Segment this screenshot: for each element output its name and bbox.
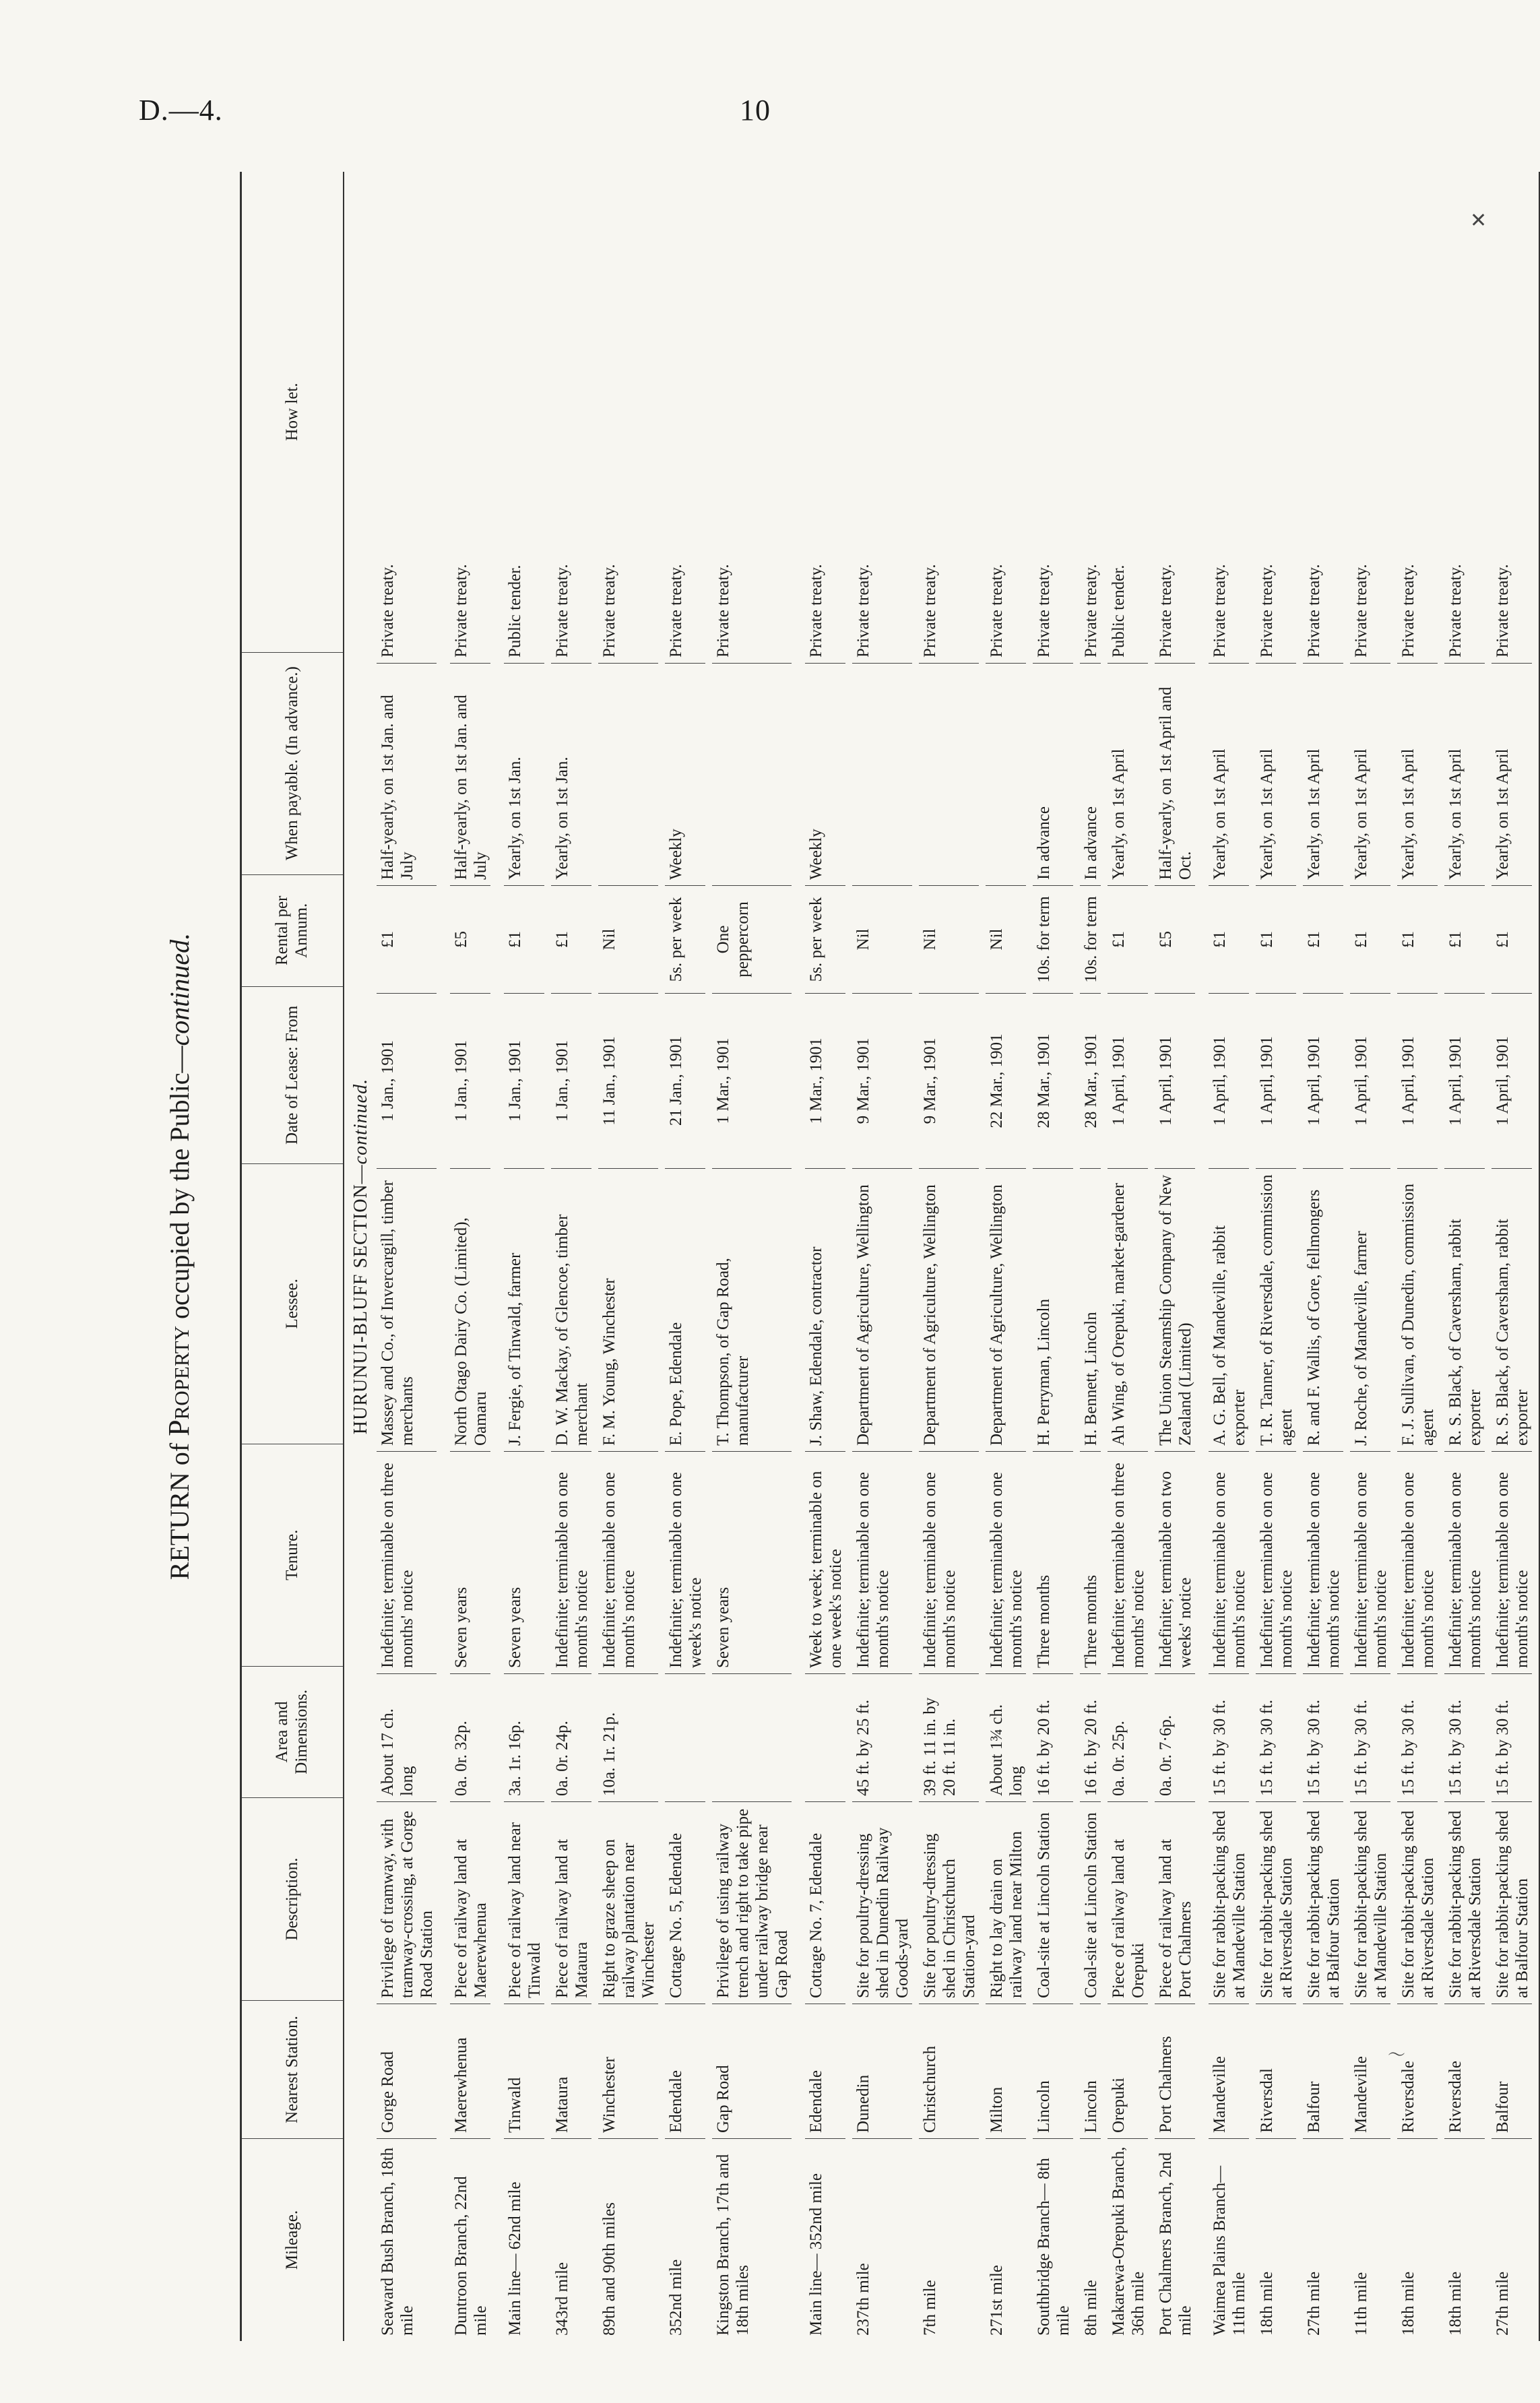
mileage-cell: Waimea Plains Branch— 11th mile <box>1211 2165 1248 2336</box>
area-cell: 15 ft. by 30 ft. <box>1491 1674 1532 1802</box>
mileage-cell: 7th mile <box>921 2280 939 2336</box>
how-let-cell: Private treaty. <box>919 172 979 664</box>
description-cell: Site for rabbit-packing shed at Riversdale Station <box>1256 1802 1296 2004</box>
rental-cell: £1 <box>1256 886 1296 994</box>
area-cell: 15 ft. by 30 ft. <box>1256 1674 1296 1802</box>
table-row <box>805 172 845 2341</box>
tenure-cell: Indefinite; terminable on one month's notice <box>919 1452 979 1674</box>
row-spacer <box>591 172 598 2341</box>
date-cell: 1 April, 1901 <box>1155 994 1195 1169</box>
rental-cell: £5 <box>1155 886 1195 994</box>
mileage-cell: 18th mile <box>1399 2271 1417 2336</box>
rental-cell: £1 <box>1108 886 1148 994</box>
section-name: HURUNUI-BLUFF SECTION— <box>350 1164 371 1435</box>
tenure-cell: Indefinite; terminable on one month's notice <box>1303 1452 1343 1674</box>
how-let-cell: Private treaty. <box>1444 172 1485 664</box>
payable-cell: Yearly, on 1st April <box>1444 664 1485 886</box>
tenure-cell: Three months <box>1080 1452 1101 1674</box>
page-number: 10 <box>740 94 771 127</box>
description-cell: Cottage No. 5, Edendale <box>665 1802 705 2004</box>
mileage-cell: 271st mile <box>988 2265 1006 2336</box>
col-header-how-let: How let. <box>242 172 343 653</box>
tenure-cell: Indefinite; terminable on one month's notice <box>551 1452 591 1674</box>
table-row <box>504 172 544 2341</box>
mileage-cell: 237th mile <box>854 2263 872 2336</box>
station-cell: Gorge Road <box>377 2004 437 2139</box>
row-spacer <box>1390 172 1397 2341</box>
rental-cell: 10s. for term <box>1033 886 1073 994</box>
description-cell: Piece of railway land at Orepuki <box>1108 1802 1148 2004</box>
mileage-cell: 18th mile <box>1446 2271 1465 2336</box>
mileage-cell: 18th mile <box>1258 2271 1276 2336</box>
how-let-cell: Private treaty. <box>1256 172 1296 664</box>
row-spacer <box>845 172 852 2341</box>
tenure-cell: Indefinite; terminable on three months' notice <box>377 1452 437 1674</box>
tenure-cell: Indefinite; terminable on two weeks' notice <box>1155 1452 1195 1674</box>
description-cell: Site for rabbit-packing shed at Balfour Station <box>1303 1802 1343 2004</box>
tenure-cell: Indefinite; terminable on one month's notice <box>1256 1452 1296 1674</box>
document-reference: D.—4. <box>139 94 223 127</box>
table-row <box>919 172 979 2341</box>
date-cell: 1 April, 1901 <box>1209 994 1249 1169</box>
rental-cell: 5s. per week <box>665 886 705 994</box>
area-cell: About 17 ch. long <box>377 1674 437 1802</box>
station-cell: Balfour <box>1303 2004 1343 2139</box>
col-header-area: Area and Dimensions. <box>242 1667 343 1798</box>
date-cell: 1 April, 1901 <box>1491 994 1532 1169</box>
table-row <box>665 172 705 2341</box>
rental-cell: Nil <box>986 886 1026 994</box>
payable-cell <box>986 664 1026 886</box>
rental-cell: £1 <box>504 886 544 994</box>
payable-cell <box>598 664 658 886</box>
area-cell: 15 ft. by 30 ft. <box>1303 1674 1343 1802</box>
area-cell: 39 ft. 11 in. by 20 ft. 11 in. <box>919 1674 979 1802</box>
payable-cell: In advance <box>1080 664 1101 886</box>
property-table <box>240 172 1540 2341</box>
tenure-cell: Indefinite; terminable on one month's notice <box>1350 1452 1390 1674</box>
row-spacer <box>437 172 450 2341</box>
payable-cell: Yearly, on 1st April <box>1491 664 1532 886</box>
description-cell: Site for poultry-dressing shed in Christchurch Station-yard <box>919 1802 979 2004</box>
col-header-date: Date of Lease: From <box>242 987 343 1164</box>
rental-cell: £1 <box>1397 886 1438 994</box>
how-let-cell: Private treaty. <box>805 172 845 664</box>
table-header-row <box>240 172 344 2341</box>
date-cell: 1 April, 1901 <box>1444 994 1485 1169</box>
col-header-description: Description. <box>242 1798 343 2001</box>
table-row <box>598 172 658 2341</box>
lessee-cell: North Otago Dairy Co. (Limited), Oamaru <box>450 1169 490 1452</box>
rental-cell: £1 <box>377 886 437 994</box>
station-cell: Milton <box>986 2004 1026 2139</box>
row-spacer <box>1073 172 1080 2341</box>
date-cell: 1 Mar., 1901 <box>805 994 845 1169</box>
table-row <box>1108 172 1148 2341</box>
mileage-cell: 8th mile <box>1082 2280 1100 2336</box>
how-let-cell: Private treaty. <box>551 172 591 664</box>
how-let-cell: Private treaty. <box>1397 172 1438 664</box>
date-cell: 1 April, 1901 <box>1397 994 1438 1169</box>
area-cell: 15 ft. by 30 ft. <box>1444 1674 1485 1802</box>
description-cell: Piece of railway land at Port Chalmers <box>1155 1802 1195 2004</box>
lessee-cell: Department of Agriculture, Wellington <box>986 1169 1026 1452</box>
description-cell: Piece of railway land at Maerewhenua <box>450 1802 490 2004</box>
table-row <box>1350 172 1390 2341</box>
tenure-cell: Seven years <box>450 1452 490 1674</box>
description-cell: Piece of railway land at Mataura <box>551 1802 591 2004</box>
payable-cell: Half-yearly, on 1st April and Oct. <box>1155 664 1195 886</box>
date-cell: 28 Mar., 1901 <box>1080 994 1101 1169</box>
description-cell: Site for rabbit-packing shed at Riversdale Station <box>1444 1802 1485 2004</box>
scan-speck-mark: ✕ <box>1470 210 1487 232</box>
lessee-cell: R. and F. Wallis, of Gore, fellmongers <box>1303 1169 1343 1452</box>
station-cell: Riversdale <box>1397 2004 1438 2139</box>
title-prefix: RETURN of <box>164 1436 195 1580</box>
title-suffix: continued. <box>164 932 195 1046</box>
row-spacer <box>705 172 712 2341</box>
payable-cell: Yearly, on 1st April <box>1350 664 1390 886</box>
description-cell: Coal-site at Lincoln Station <box>1033 1802 1073 2004</box>
payable-cell: Yearly, on 1st April <box>1303 664 1343 886</box>
lessee-cell: Ah Wing, of Orepuki, market-gardener <box>1108 1169 1148 1452</box>
tenure-cell: Indefinite; terminable on one month's notice <box>598 1452 658 1674</box>
date-cell: 1 Mar., 1901 <box>712 994 792 1169</box>
row-spacer <box>1296 172 1303 2341</box>
area-cell: About 1¾ ch. long <box>986 1674 1026 1802</box>
col-header-rental: Rental per Annum. <box>242 875 343 988</box>
how-let-cell: Private treaty. <box>1303 172 1343 664</box>
area-cell: 16 ft. by 20 ft. <box>1033 1674 1073 1802</box>
description-cell: Site for rabbit-packing shed at Mandeville Station <box>1209 1802 1249 2004</box>
lessee-cell: E. Pope, Edendale <box>665 1169 705 1452</box>
area-cell: 10a. 1r. 21p. <box>598 1674 658 1802</box>
area-cell <box>712 1674 792 1802</box>
lessee-cell: H. Bennett, Lincoln <box>1080 1169 1101 1452</box>
how-let-cell: Private treaty. <box>712 172 792 664</box>
payable-cell <box>852 664 912 886</box>
section-heading <box>344 172 377 2341</box>
station-cell: Mataura <box>551 2004 591 2139</box>
mileage-cell: 27th mile <box>1494 2271 1512 2336</box>
payable-cell: Half-yearly, on 1st Jan. and July <box>450 664 490 886</box>
station-cell: Balfour <box>1491 2004 1532 2139</box>
date-cell: 9 Mar., 1901 <box>852 994 912 1169</box>
payable-cell: Weekly <box>665 664 705 886</box>
table-row <box>1080 172 1101 2341</box>
mileage-cell: Main line— 352nd mile <box>807 2173 825 2336</box>
table-row <box>1491 172 1532 2341</box>
rental-cell: £5 <box>450 886 490 994</box>
station-cell: Maerewhenua <box>450 2004 490 2139</box>
rental-cell: £1 <box>1209 886 1249 994</box>
how-let-cell: Private treaty. <box>1491 172 1532 664</box>
title-small-caps: Property <box>162 1326 195 1436</box>
payable-cell <box>712 664 792 886</box>
table-row <box>1209 172 1249 2341</box>
lessee-cell: The Union Steamship Company of New Zealand (Limited) <box>1155 1169 1195 1452</box>
tenure-cell: Indefinite; terminable on one month's notice <box>852 1452 912 1674</box>
tenure-cell: Indefinite; terminable on one month's notice <box>1491 1452 1532 1674</box>
table-title <box>159 172 199 2341</box>
lessee-cell: F. M. Young, Winchester <box>598 1169 658 1452</box>
row-spacer <box>1026 172 1033 2341</box>
mileage-cell: 343rd mile <box>553 2262 571 2336</box>
rental-cell: £1 <box>1303 886 1343 994</box>
table-row <box>852 172 912 2341</box>
payable-cell: Yearly, on 1st April <box>1397 664 1438 886</box>
lessee-cell: J. Roche, of Mandeville, farmer <box>1350 1169 1390 1452</box>
date-cell: 1 April, 1901 <box>1108 994 1148 1169</box>
area-cell: 0a. 0r. 32p. <box>450 1674 490 1802</box>
col-header-lessee: Lessee. <box>242 1164 343 1444</box>
tenure-cell: Seven years <box>712 1452 792 1674</box>
station-cell: Mandeville <box>1209 2004 1249 2139</box>
mileage-cell: Southbridge Branch— 8th mile <box>1035 2158 1072 2336</box>
lessee-cell: A. G. Bell, of Mandeville, rabbit exporter <box>1209 1169 1249 1452</box>
lessee-cell: H. Perryman, Lincoln <box>1033 1169 1073 1452</box>
tenure-cell: Week to week; terminable on one week's notice <box>805 1452 845 1674</box>
station-cell: Riversdal <box>1256 2004 1296 2139</box>
area-cell: 15 ft. by 30 ft. <box>1350 1674 1390 1802</box>
how-let-cell: Private treaty. <box>1209 172 1249 664</box>
lessee-cell: Department of Agriculture, Wellington <box>852 1169 912 1452</box>
lessee-cell: T. R. Tanner, of Riversdale, commission agent <box>1256 1169 1296 1452</box>
station-cell: Dunedin <box>852 2004 912 2139</box>
area-cell: 15 ft. by 30 ft. <box>1397 1674 1438 1802</box>
row-spacer <box>1148 172 1155 2341</box>
payable-cell: Weekly <box>805 664 845 886</box>
description-cell: Site for rabbit-packing shed at Mandeville Station <box>1350 1802 1390 2004</box>
mileage-cell: 89th and 90th miles <box>600 2202 618 2336</box>
tenure-cell: Seven years <box>504 1452 544 1674</box>
date-cell: 28 Mar., 1901 <box>1033 994 1073 1169</box>
area-cell: 3a. 1r. 16p. <box>504 1674 544 1802</box>
station-cell: Edendale <box>665 2004 705 2139</box>
rental-cell: 10s. for term <box>1080 886 1101 994</box>
table-row <box>1303 172 1343 2341</box>
mileage-cell: Makarewa-Orepuki Branch, 36th mile <box>1110 2146 1147 2336</box>
area-cell <box>665 1674 705 1802</box>
description-cell: Piece of railway land near Tinwald <box>504 1802 544 2004</box>
table-row <box>551 172 591 2341</box>
table-row <box>1444 172 1485 2341</box>
date-cell: 1 April, 1901 <box>1303 994 1343 1169</box>
station-cell: Riversdale <box>1444 2004 1485 2139</box>
area-cell: 0a. 0r. 7·6p. <box>1155 1674 1195 1802</box>
col-header-tenure: Tenure. <box>242 1444 343 1667</box>
payable-cell: Yearly, on 1st April <box>1209 664 1249 886</box>
rental-cell: One peppercorn <box>712 886 792 994</box>
payable-cell <box>919 664 979 886</box>
station-cell: Edendale <box>805 2004 845 2139</box>
description-cell: Cottage No. 7, Edendale <box>805 1802 845 2004</box>
station-cell: Winchester <box>598 2004 658 2139</box>
payable-cell: Yearly, on 1st April <box>1256 664 1296 886</box>
area-cell <box>805 1674 845 1802</box>
scan-speck-mark: 〜 <box>1388 2045 1406 2065</box>
tenure-cell: Indefinite; terminable on one month's notice <box>1209 1452 1249 1674</box>
rental-cell: Nil <box>598 886 658 994</box>
lessee-cell: T. Thompson, of Gap Road, manufacturer <box>712 1169 792 1452</box>
row-spacer <box>1249 172 1256 2341</box>
how-let-cell: Private treaty. <box>1033 172 1073 664</box>
date-cell: 1 Jan., 1901 <box>377 994 437 1169</box>
rental-cell: Nil <box>852 886 912 994</box>
station-cell: Gap Road <box>712 2004 792 2139</box>
row-spacer <box>1485 172 1491 2341</box>
mileage-cell: Main line— 62nd mile <box>506 2181 524 2336</box>
description-cell: Site for poultry-dressing shed in Dunedin Railway Goods-yard <box>852 1802 912 2004</box>
how-let-cell: Private treaty. <box>598 172 658 664</box>
mileage-cell: 352nd mile <box>667 2259 685 2336</box>
rental-cell: £1 <box>1350 886 1390 994</box>
date-cell: 9 Mar., 1901 <box>919 994 979 1169</box>
payable-cell: Yearly, on 1st Jan. <box>504 664 544 886</box>
how-let-cell: Private treaty. <box>1350 172 1390 664</box>
row-spacer <box>1101 172 1108 2341</box>
description-cell: Right to graze sheep on railway plantation near Winchester <box>598 1802 658 2004</box>
area-cell: 15 ft. by 30 ft. <box>1209 1674 1249 1802</box>
lessee-cell: R. S. Black, of Caversham, rabbit exporter <box>1491 1169 1532 1452</box>
row-spacer <box>490 172 504 2341</box>
col-header-mileage: Mileage. <box>282 2210 301 2270</box>
payable-cell: Yearly, on 1st April <box>1108 664 1148 886</box>
row-spacer <box>658 172 665 2341</box>
col-header-station: Nearest Station. <box>242 2001 343 2139</box>
description-cell: Privilege of tramway, with tramway-crossing, at Gorge Road Station <box>377 1802 437 2004</box>
table-row <box>1033 172 1073 2341</box>
description-cell: Right to lay drain on railway land near Milton <box>986 1802 1026 2004</box>
station-cell: Port Chalmers <box>1155 2004 1195 2139</box>
mileage-cell: Kingston Branch, 17th and 18th miles <box>714 2154 752 2336</box>
tenure-cell: Indefinite; terminable on one week's notice <box>665 1452 705 1674</box>
rental-cell: £1 <box>1444 886 1485 994</box>
station-cell: Orepuki <box>1108 2004 1148 2139</box>
date-cell: 1 April, 1901 <box>1350 994 1390 1169</box>
how-let-cell: Private treaty. <box>665 172 705 664</box>
table-row <box>450 172 490 2341</box>
table-row <box>1397 172 1438 2341</box>
date-cell: 1 April, 1901 <box>1256 994 1296 1169</box>
mileage-cell: Port Chalmers Branch, 2nd mile <box>1157 2152 1194 2336</box>
lessee-cell: J. Shaw, Edendale, contractor <box>805 1169 845 1452</box>
lessee-cell: F. J. Sullivan, of Dunedin, commission agent <box>1397 1169 1438 1452</box>
how-let-cell: Private treaty. <box>1080 172 1101 664</box>
date-cell: 1 Jan., 1901 <box>504 994 544 1169</box>
tenure-cell: Indefinite; terminable on three months' notice <box>1108 1452 1148 1674</box>
area-cell: 0a. 0r. 24p. <box>551 1674 591 1802</box>
date-cell: 22 Mar., 1901 <box>986 994 1026 1169</box>
rental-cell: 5s. per week <box>805 886 845 994</box>
col-header-payable: When payable. (In advance.) <box>242 653 343 875</box>
description-cell: Privilege of using railway trench and right to take pipe under railway bridge near Gap Road <box>712 1802 792 2004</box>
lessee-cell: Massey and Co., of Invercargill, timber merchants <box>377 1169 437 1452</box>
how-let-cell: Private treaty. <box>450 172 490 664</box>
description-cell: Site for rabbit-packing shed at Riversdale Station <box>1397 1802 1438 2004</box>
how-let-cell: Private treaty. <box>377 172 437 664</box>
how-let-cell: Public tender. <box>504 172 544 664</box>
row-spacer <box>979 172 986 2341</box>
station-cell: Lincoln <box>1033 2004 1073 2139</box>
station-cell: Tinwald <box>504 2004 544 2139</box>
date-cell: 11 Jan., 1901 <box>598 994 658 1169</box>
table-row <box>712 172 792 2341</box>
area-cell: 45 ft. by 25 ft. <box>852 1674 912 1802</box>
station-cell: Christchurch <box>919 2004 979 2139</box>
lessee-cell: R. S. Black, of Caversham, rabbit exporter <box>1444 1169 1485 1452</box>
lessee-cell: J. Fergie, of Tinwald, farmer <box>504 1169 544 1452</box>
how-let-cell: Public tender. <box>1108 172 1148 664</box>
area-cell: 0a. 0r. 25p. <box>1108 1674 1148 1802</box>
how-let-cell: Private treaty. <box>1155 172 1195 664</box>
row-spacer <box>1438 172 1444 2341</box>
table-row <box>1256 172 1296 2341</box>
tenure-cell: Indefinite; terminable on one month's notice <box>986 1452 1026 1674</box>
date-cell: 21 Jan., 1901 <box>665 994 705 1169</box>
payable-cell: In advance <box>1033 664 1073 886</box>
rental-cell: £1 <box>1491 886 1532 994</box>
rental-cell: £1 <box>551 886 591 994</box>
description-cell: Site for rabbit-packing shed at Balfour Station <box>1491 1802 1532 2004</box>
lessee-cell: D. W. Mackay, of Glencoe, timber merchant <box>551 1169 591 1452</box>
row-spacer <box>912 172 919 2341</box>
payable-cell: Half-yearly, on 1st Jan. and July <box>377 664 437 886</box>
lessee-cell: Department of Agriculture, Wellington <box>919 1169 979 1452</box>
title-middle: occupied by the Public— <box>164 1046 195 1326</box>
mileage-cell: 27th mile <box>1305 2271 1323 2336</box>
tenure-cell: Three months <box>1033 1452 1073 1674</box>
row-spacer <box>544 172 551 2341</box>
mileage-cell: Seaward Bush Branch, 18th mile <box>379 2147 416 2336</box>
row-spacer <box>1343 172 1350 2341</box>
station-cell: Mandeville <box>1350 2004 1390 2139</box>
date-cell: 1 Jan., 1901 <box>450 994 490 1169</box>
tenure-cell: Indefinite; terminable on one month's notice <box>1397 1452 1438 1674</box>
table-row <box>1155 172 1195 2341</box>
table-row <box>377 172 437 2341</box>
row-spacer <box>792 172 805 2341</box>
station-cell: Lincoln <box>1080 2004 1101 2139</box>
row-spacer <box>1195 172 1209 2341</box>
rental-cell: Nil <box>919 886 979 994</box>
description-cell: Coal-site at Lincoln Station <box>1080 1802 1101 2004</box>
how-let-cell: Private treaty. <box>852 172 912 664</box>
how-let-cell: Private treaty. <box>986 172 1026 664</box>
tenure-cell: Indefinite; terminable on one month's notice <box>1444 1452 1485 1674</box>
mileage-cell: Duntroon Branch, 22nd mile <box>452 2176 490 2336</box>
payable-cell: Yearly, on 1st Jan. <box>551 664 591 886</box>
section-suffix: continued. <box>350 1078 371 1165</box>
rotated-table-page <box>159 172 1531 2341</box>
area-cell: 16 ft. by 20 ft. <box>1080 1674 1101 1802</box>
table-body <box>377 172 1539 2341</box>
row-spacer <box>1532 172 1539 2341</box>
mileage-cell: 11th mile <box>1352 2272 1370 2336</box>
table-row <box>986 172 1026 2341</box>
date-cell: 1 Jan., 1901 <box>551 994 591 1169</box>
